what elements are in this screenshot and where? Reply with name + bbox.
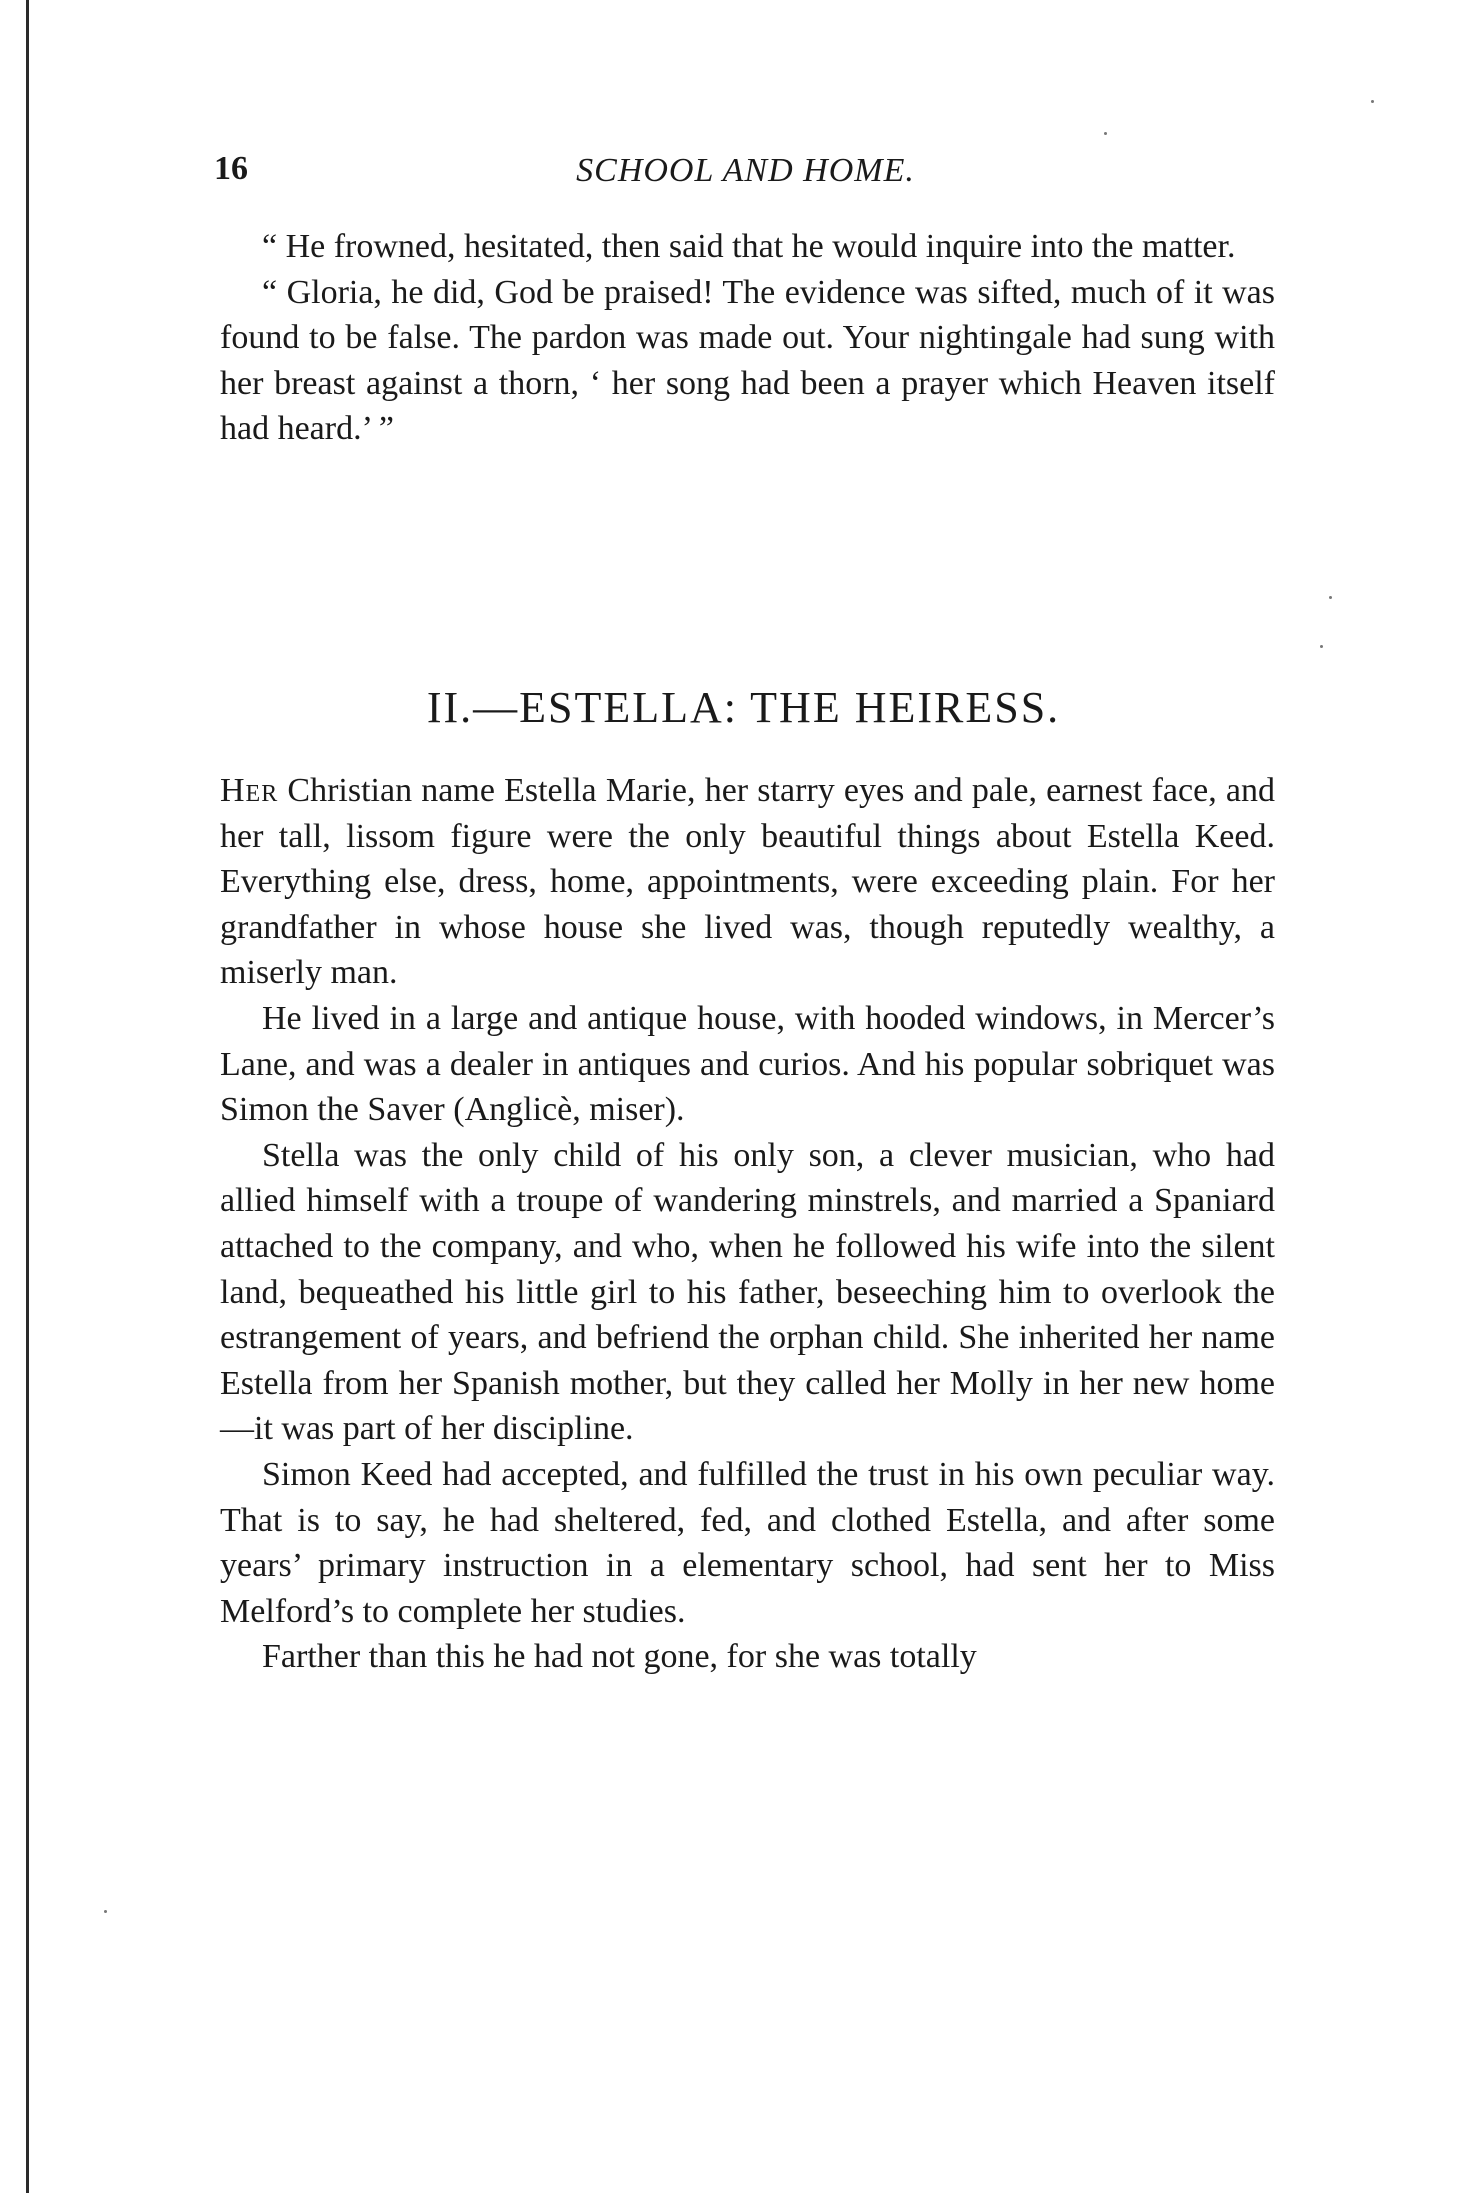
running-title: SCHOOL AND HOME. — [576, 152, 915, 189]
paragraph: “ He frowned, hesitated, then said that he would inquire into the matter. — [262, 228, 1236, 265]
section-body — [220, 768, 1275, 1680]
paragraph: He lived in a large and antique house, with hooded windows, in Mercer’s Lane, and was a dealer in antiques and curios. And his popular sobriquet was Simon the Saver (Anglicè, miser). — [220, 999, 1275, 1129]
paper-speck — [1329, 596, 1332, 599]
section-title: II.—ESTELLA: THE HEIRESS. — [426, 683, 1061, 732]
paragraph: Simon Keed had accepted, and fulfilled the trust in his own peculiar way. That is to say, he had sheltered, fed, and clothed Estella, and after some years’ primary instruction in a elementary school, had sent her to Miss Melford’s to complete her studies. — [220, 1455, 1275, 1630]
continuation-text — [220, 224, 1275, 452]
paragraph: Stella was the only child of his only son, a clever musician, who had allied himself with a troupe of wandering minstrels, and married a Spaniard attached to the company, and who, when he followed his wife into the silent land, bequeathed his little girl to his father, beseeching him to overlook the estrangement of years, and befriend the orphan child. She inherited her name Estella from her Spanish mother, but they called her Molly in her new home—it was part of her discipline. — [220, 1136, 1275, 1448]
paper-speck — [104, 1910, 107, 1913]
opening-paragraph — [220, 768, 1275, 996]
paragraph: “ Gloria, he did, God be praised! The evidence was sifted, much of it was found to be false. The pardon was made out. Your nightingale had sung with her breast against a thorn, ‘ her song had been a prayer which Heaven itself had heard.’ ” — [220, 273, 1275, 448]
lead-word: Her — [220, 772, 279, 809]
opening-paragraph-text: Christian name Estella Marie, her starry eyes and pale, earnest face, and her tall, lissom figure were the only beautiful things about Estella Keed. Everything else, dress, home, appointments, were exceeding plain. For her grandfather in whose house she lived was, though reputedly wealthy, a miserly man. — [220, 772, 1275, 992]
paper-speck — [1371, 100, 1374, 103]
page-binding-edge — [26, 0, 29, 2193]
paper-speck — [1104, 132, 1107, 135]
paper-speck — [1320, 645, 1323, 648]
page-number: 16 — [214, 150, 248, 187]
paragraph: Farther than this he had not gone, for she was totally — [262, 1638, 977, 1676]
